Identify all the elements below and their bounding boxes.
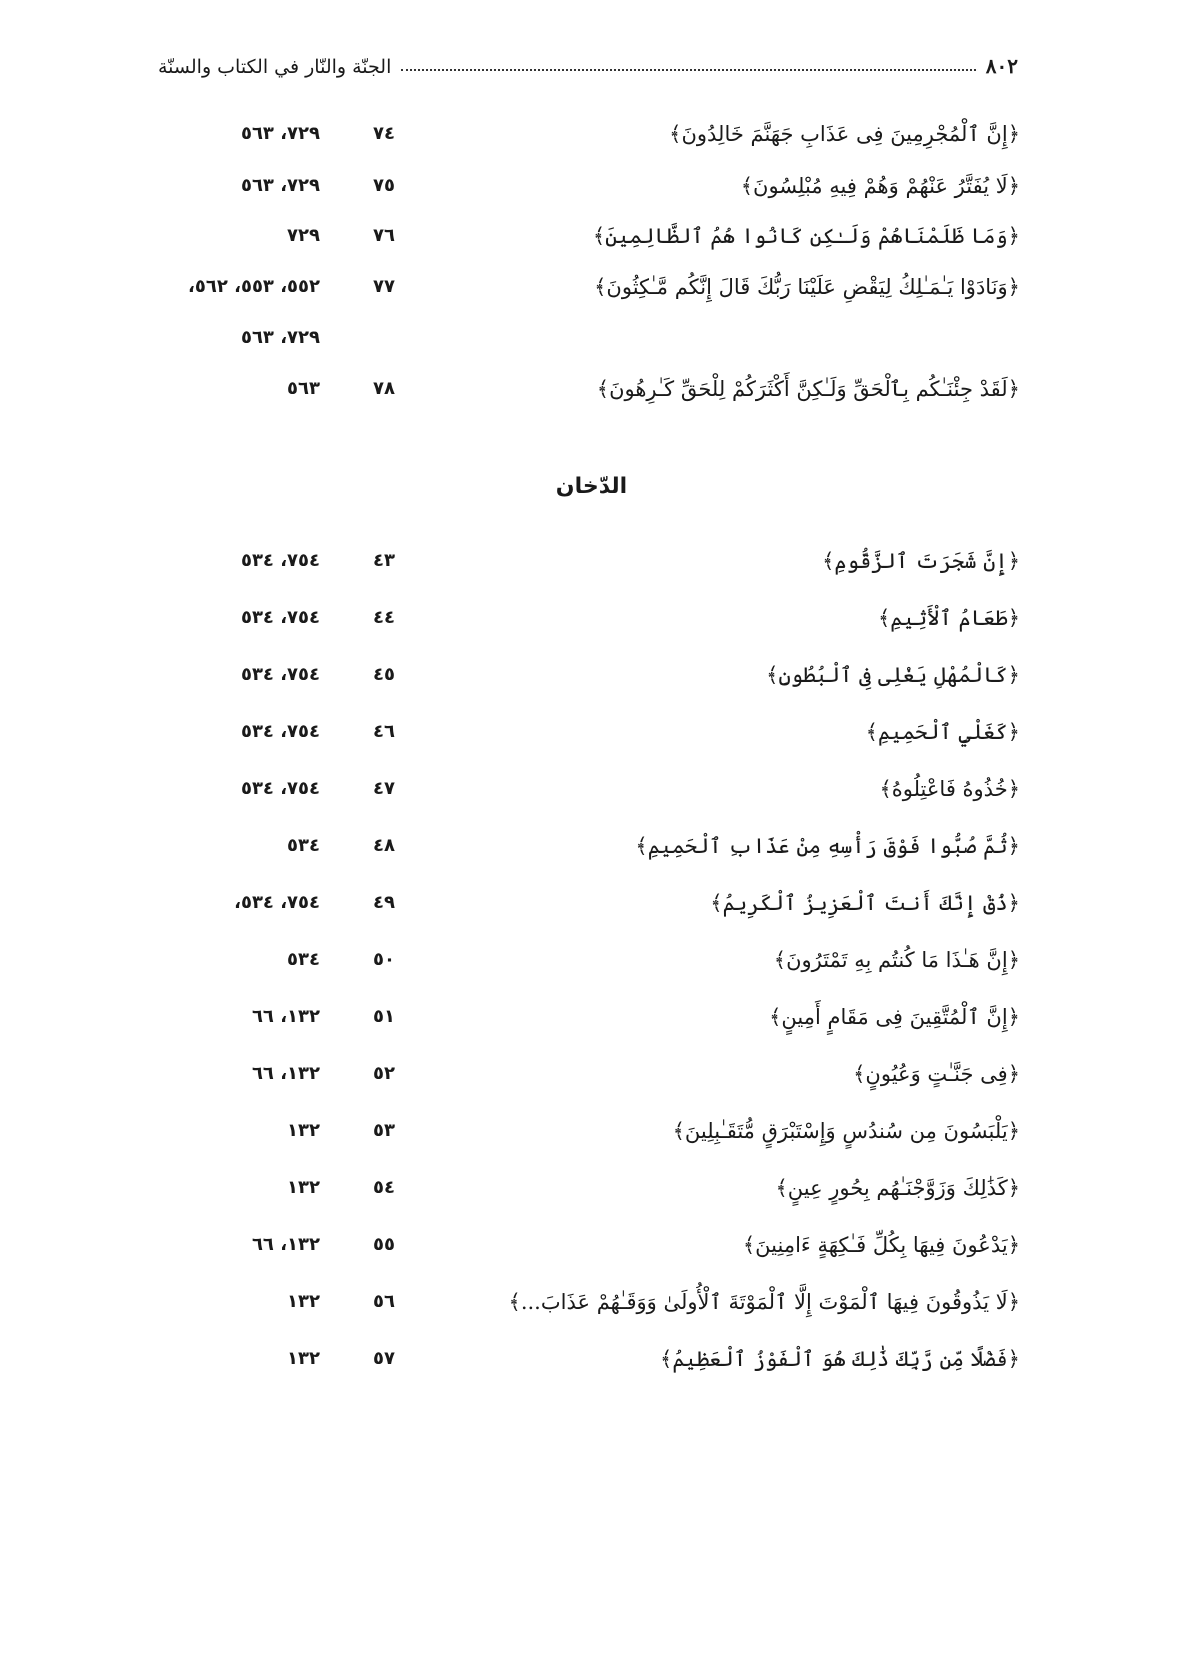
index-row <box>0 940 1183 980</box>
verse-text: ﴿كَالْمُهْلِ يَغْلِى فِى ٱلْبُطُونِ﴾ <box>766 663 1020 687</box>
verse-number: ٥٢ <box>373 1063 395 1084</box>
verse-text: ﴿إِنَّ ٱلْمُجْرِمِينَ فِى عَذَابِ جَهَنَّمَ خَالِدُونَ﴾ <box>669 122 1020 146</box>
book-title: الجنّة والنّار في الكتاب والسنّة <box>158 56 392 78</box>
verse-number: ٤٨ <box>373 835 395 856</box>
verse-text: ﴿لَقَدْ جِئْنَـٰكُم بِٱلْحَقِّ وَلَـٰكِنَّ أَكْثَرَكُمْ لِلْحَقِّ كَـٰرِهُونَ﴾ <box>596 377 1020 401</box>
verse-number: ٧٨ <box>373 378 395 399</box>
index-row <box>0 1225 1183 1265</box>
page-references: ١٣٢ <box>287 1177 320 1198</box>
page-references: ٧٢٩ <box>287 225 320 246</box>
verse-text: ﴿فِى جَنَّـٰتٍ وَعُيُونٍ﴾ <box>853 1062 1020 1086</box>
index-row <box>0 1054 1183 1094</box>
index-row <box>0 369 1183 409</box>
index-row <box>0 1111 1183 1151</box>
page-references: ٧٢٩، ٥٦٣ <box>240 175 320 196</box>
verse-text: ﴿وَنَادَوْا يَـٰمَـٰلِكُ لِيَقْضِ عَلَيْنَا رَبُّكَ قَالَ إِنَّكُم مَّـٰكِثُونَ﴾ <box>594 275 1020 299</box>
page-references: ١٣٢، ٦٦ <box>251 1063 320 1084</box>
index-row <box>0 114 1183 154</box>
index-row <box>0 769 1183 809</box>
page-references: ١٣٢، ٦٦ <box>251 1234 320 1255</box>
page-references: ٧٢٩، ٥٦٣ <box>240 123 320 144</box>
index-row-continuation <box>0 318 1183 358</box>
verse-number: ٤٥ <box>373 664 395 685</box>
page-references: ٧٢٩، ٥٦٣ <box>240 327 320 348</box>
verse-number: ٧٤ <box>373 123 395 144</box>
verse-number: ٧٦ <box>373 225 395 246</box>
index-row <box>0 997 1183 1037</box>
index-row <box>0 598 1183 638</box>
verse-text: ﴿لَا يُفَتَّرُ عَنْهُمْ وَهُمْ فِيهِ مُبْلِسُونَ﴾ <box>740 174 1020 198</box>
page-header <box>158 42 1018 78</box>
verse-number: ٧٥ <box>373 175 395 196</box>
index-row <box>0 655 1183 695</box>
verse-number: ٥٤ <box>373 1177 395 1198</box>
page-references: ٧٥٤، ٥٣٤ <box>240 607 320 628</box>
index-row <box>0 1168 1183 1208</box>
page-references: ٥٦٣ <box>287 378 320 399</box>
verse-text: ﴿يَدْعُونَ فِيهَا بِكُلِّ فَـٰكِهَةٍ ءَامِنِينَ﴾ <box>742 1233 1020 1257</box>
page-references: ٥٥٢، ٥٥٣، ٥٦٢، <box>188 276 320 297</box>
verse-text: ﴿كَغَلْيِ ٱلْحَمِيمِ﴾ <box>865 720 1020 744</box>
verse-text: ﴿فَضْلًا مِّن رَّبِّكَ ذَٰلِكَ هُوَ ٱلْفَوْزُ ٱلْعَظِيمُ﴾ <box>660 1347 1020 1371</box>
page-references: ٥٣٤ <box>287 949 320 970</box>
index-row <box>0 1282 1183 1322</box>
verse-text: ﴿لَا يَذُوقُونَ فِيهَا ٱلْمَوْتَ إِلَّا ٱلْمَوْتَةَ ٱلْأُولَىٰ وَوَقَـٰهُمْ عَذَابَ...﴾ <box>508 1290 1020 1314</box>
surah-heading: الدّخان <box>555 474 628 499</box>
verse-number: ٤٧ <box>373 778 395 799</box>
verse-number: ٤٣ <box>373 550 395 571</box>
page-references: ٧٥٤، ٥٣٤ <box>240 721 320 742</box>
verse-number: ٥٣ <box>373 1120 395 1141</box>
verse-text: ﴿ثُمَّ صُبُّوا فَوْقَ رَأْسِهِ مِنْ عَذَابِ ٱلْحَمِيمِ﴾ <box>635 834 1020 858</box>
page-references: ٧٥٤، ٥٣٤، <box>234 892 320 913</box>
index-row <box>0 1339 1183 1379</box>
page-references: ٧٥٤، ٥٣٤ <box>240 778 320 799</box>
page-number: ٨٠٢ <box>985 54 1018 78</box>
verse-text: ﴿إِنَّ شَجَرَتَ ٱلزَّقُّومِ﴾ <box>822 549 1020 573</box>
verse-text: ﴿وَمَا ظَلَمْنَاهُمْ وَلَـٰكِن كَانُوا هُمُ ٱلظَّالِمِينَ﴾ <box>592 224 1020 248</box>
header-dotted-leader <box>401 69 975 71</box>
index-row <box>0 883 1183 923</box>
index-row <box>0 712 1183 752</box>
verse-text: ﴿إِنَّ هَـٰذَا مَا كُنتُم بِهِ تَمْتَرُونَ﴾ <box>773 948 1020 972</box>
index-row <box>0 826 1183 866</box>
verse-number: ٥٧ <box>373 1348 395 1369</box>
page-references: ١٣٢ <box>287 1291 320 1312</box>
page-references: ١٣٢ <box>287 1348 320 1369</box>
verse-number: ٤٩ <box>373 892 395 913</box>
verse-text: ﴿خُذُوهُ فَاعْتِلُوهُ﴾ <box>879 777 1020 801</box>
verse-text: ﴿ذُقْ إِنَّكَ أَنتَ ٱلْعَزِيزُ ٱلْكَرِيمُ﴾ <box>710 891 1020 915</box>
page-references: ٥٣٤ <box>287 835 320 856</box>
verse-text: ﴿طَعَامُ ٱلْأَثِيمِ﴾ <box>877 606 1020 630</box>
index-row <box>0 166 1183 206</box>
verse-number: ٤٦ <box>373 721 395 742</box>
verse-text: ﴿كَذَٰلِكَ وَزَوَّجْنَـٰهُم بِحُورٍ عِينٍ﴾ <box>775 1176 1020 1200</box>
verse-number: ٥١ <box>373 1006 395 1027</box>
index-row <box>0 541 1183 581</box>
verse-number: ٥٥ <box>373 1234 395 1255</box>
index-row <box>0 267 1183 307</box>
page-references: ٧٥٤، ٥٣٤ <box>240 550 320 571</box>
verse-number: ٤٤ <box>373 607 395 628</box>
index-row <box>0 216 1183 256</box>
verse-number: ٥٦ <box>373 1291 395 1312</box>
page-references: ١٣٢، ٦٦ <box>251 1006 320 1027</box>
verse-text: ﴿إِنَّ ٱلْمُتَّقِينَ فِى مَقَامٍ أَمِينٍ﴾ <box>769 1005 1020 1029</box>
verse-number: ٥٠ <box>373 949 395 970</box>
verse-number: ٧٧ <box>373 276 395 297</box>
page-references: ١٣٢ <box>287 1120 320 1141</box>
page-references: ٧٥٤، ٥٣٤ <box>240 664 320 685</box>
verse-text: ﴿يَلْبَسُونَ مِن سُندُسٍ وَإِسْتَبْرَقٍ مُّتَقَـٰبِلِينَ﴾ <box>672 1119 1020 1143</box>
